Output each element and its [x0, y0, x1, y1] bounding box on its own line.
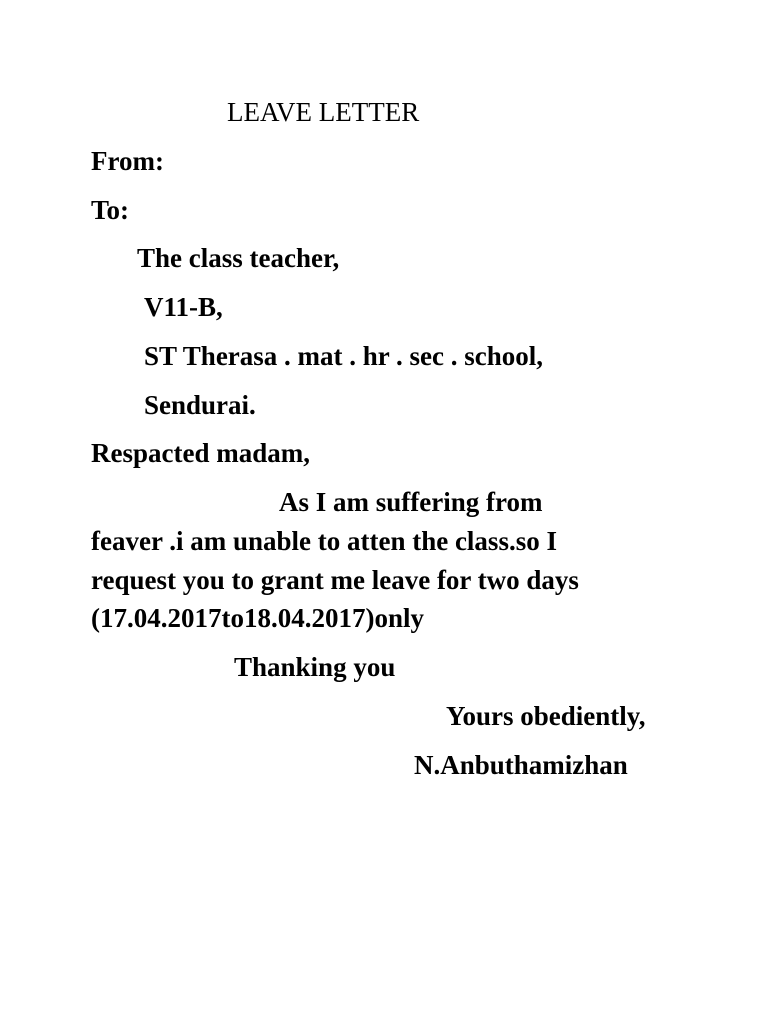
body-line-3: request you to grant me leave for two days — [91, 565, 579, 595]
recipient-line-1: The class teacher, — [137, 243, 340, 273]
recipient-line-4: Sendurai. — [144, 390, 256, 420]
letter-title: LEAVE LETTER — [227, 97, 420, 127]
body-line-2: feaver .i am unable to atten the class.so I — [91, 526, 557, 556]
salutation: Respacted madam, — [91, 438, 310, 468]
recipient-line-3: ST Therasa . mat . hr . sec . school, — [144, 341, 544, 371]
closing-line: Yours obediently, — [446, 701, 646, 731]
signature-name: N.Anbuthamizhan — [414, 750, 628, 780]
to-label: To: — [91, 195, 130, 225]
recipient-line-2: V11-B, — [144, 292, 223, 322]
thanks-line: Thanking you — [234, 652, 396, 682]
body-line-4: (17.04.2017to18.04.2017)only — [91, 603, 424, 633]
body-line-1: As I am suffering from — [279, 487, 543, 517]
from-label: From: — [91, 146, 164, 176]
